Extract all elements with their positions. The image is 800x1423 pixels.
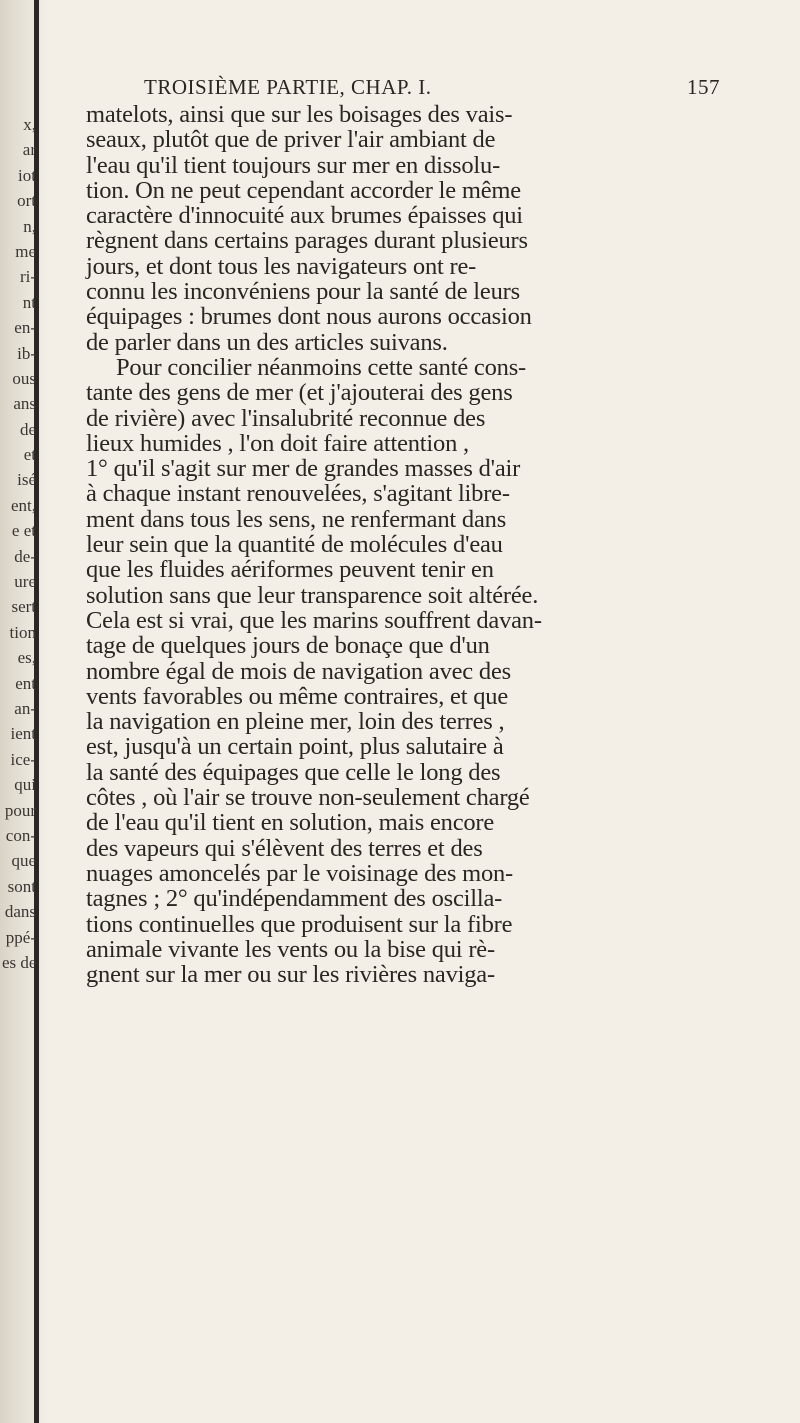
text-line: équipages : brumes dont nous aurons occasion [86, 303, 532, 331]
text-line: leur sein que la quantité de molécules d'eau [86, 531, 503, 559]
facing-page-fragment: et [23, 445, 36, 465]
text-line: jours, et dont tous les navigateurs ont re- [86, 252, 477, 280]
book-page [86, 72, 722, 987]
text-line: ment dans tous les sens, ne renfermant dans [86, 505, 507, 533]
text-line: de l'eau qu'il tient en solution, mais encore [86, 809, 495, 837]
text-line: tion. On ne peut cependant accorder le même [86, 176, 521, 204]
facing-page-fragment: me [15, 241, 36, 261]
text-line: tage de quelques jours de bonaçe que d'un [86, 632, 490, 660]
text-line: gnent sur la mer ou sur les rivières naviga- [86, 961, 495, 989]
text-line: connu les inconvéniens pour la santé de leurs [86, 278, 520, 306]
text-line: nombre égal de mois de navigation avec des [86, 657, 511, 685]
text-line: règnent dans certains parages durant plusieurs [86, 227, 528, 255]
text-line: la navigation en pleine mer, loin des terres , [86, 708, 505, 736]
facing-page-fragment: ient [10, 724, 36, 744]
facing-page-fragments [2, 112, 36, 975]
text-line: lieux humides , l'on doit faire attention , [86, 429, 469, 457]
text-line: côtes , où l'air se trouve non-seulement chargé [86, 784, 530, 812]
facing-page-fragment: qui [14, 775, 36, 795]
text-line: seaux, plutôt que de priver l'air ambiant de [86, 126, 496, 154]
text-line: que les fluides aériformes peuvent tenir en [86, 556, 494, 584]
facing-page-fragment: dans [4, 902, 36, 922]
facing-page-fragment: ib- [17, 343, 36, 363]
facing-page-fragment: ppé- [5, 927, 36, 947]
facing-page-fragment: ure [14, 572, 36, 592]
text-line: matelots, ainsi que sur les boisages des vais- [86, 101, 513, 128]
text-line: des vapeurs qui s'élèvent des terres et des [86, 834, 483, 862]
facing-page-fragment: es, [17, 648, 36, 668]
text-line: de rivière) avec l'insalubrité reconnue des [86, 404, 486, 432]
facing-page-fragment: sert [11, 597, 36, 617]
facing-page-fragment: e et [11, 521, 36, 541]
facing-page-fragment: ous [12, 368, 36, 388]
text-line: est, jusqu'à un certain point, plus salutaire à [86, 733, 504, 761]
page-number: 157 [687, 75, 720, 99]
body-text [86, 102, 722, 987]
text-line: vents favorables ou même contraires, et que [86, 682, 509, 710]
facing-page-fragment: nt [22, 292, 36, 312]
facing-page-fragment: an- [14, 698, 36, 718]
facing-page-fragment: x, [23, 115, 36, 134]
facing-page-fragment: sont [7, 876, 36, 896]
text-line: animale vivante les vents ou la bise qui rè- [86, 935, 495, 963]
text-line: la santé des équipages que celle le long des [86, 758, 501, 786]
facing-page-fragment: de [19, 419, 36, 439]
facing-page-fragment: tion [9, 622, 36, 642]
text-line: de parler dans un des articles suivans. [86, 328, 448, 356]
facing-page-fragment: ice- [10, 749, 36, 769]
text-line: 1° qu'il s'agit sur mer de grandes masses d'air [86, 455, 521, 483]
facing-page-fragment: pour [4, 800, 36, 820]
running-head [86, 72, 722, 102]
facing-page-fragment: iot [18, 165, 36, 185]
text-line: à chaque instant renouvelées, s'agitant libre- [86, 480, 510, 508]
text-line: tions continuelles que produisent sur la fibre [86, 910, 513, 938]
facing-page-fragment: es de [2, 952, 36, 972]
text-line: caractère d'innocuité aux brumes épaisses qui [86, 202, 523, 230]
text-line: solution sans que leur transparence soit altérée. [86, 581, 539, 609]
facing-page-fragment: ent, [10, 495, 36, 515]
facing-page-fragment: que [11, 851, 36, 871]
facing-page-fragment: en- [14, 318, 36, 338]
facing-page-fragment: isé [17, 470, 36, 490]
text-line: Pour concilier néanmoins cette santé cons- [116, 353, 527, 381]
facing-page-fragment: con- [5, 825, 36, 845]
text-line: nuages amoncelés par le voisinage des mon- [86, 859, 514, 887]
facing-page-fragment: ort [17, 191, 36, 211]
facing-page-fragment: ent [15, 673, 36, 693]
facing-page-fragment: de- [14, 546, 36, 566]
facing-page-fragment: ar [22, 140, 36, 160]
text-line: Cela est si vrai, que les marins souffrent davan- [86, 606, 542, 634]
text-line: l'eau qu'il tient toujours sur mer en dissolu- [86, 151, 501, 179]
facing-page-fragment: ans [13, 394, 36, 414]
facing-page-fragment: ri- [19, 267, 36, 287]
text-line: tante des gens de mer (et j'ajouterai des gens [86, 379, 513, 407]
facing-page-fragment: n, [23, 216, 36, 236]
text-line: tagnes ; 2° qu'indépendamment des oscilla- [86, 885, 503, 913]
running-head-title: TROISIÈME PARTIE, CHAP. I. [144, 75, 432, 99]
